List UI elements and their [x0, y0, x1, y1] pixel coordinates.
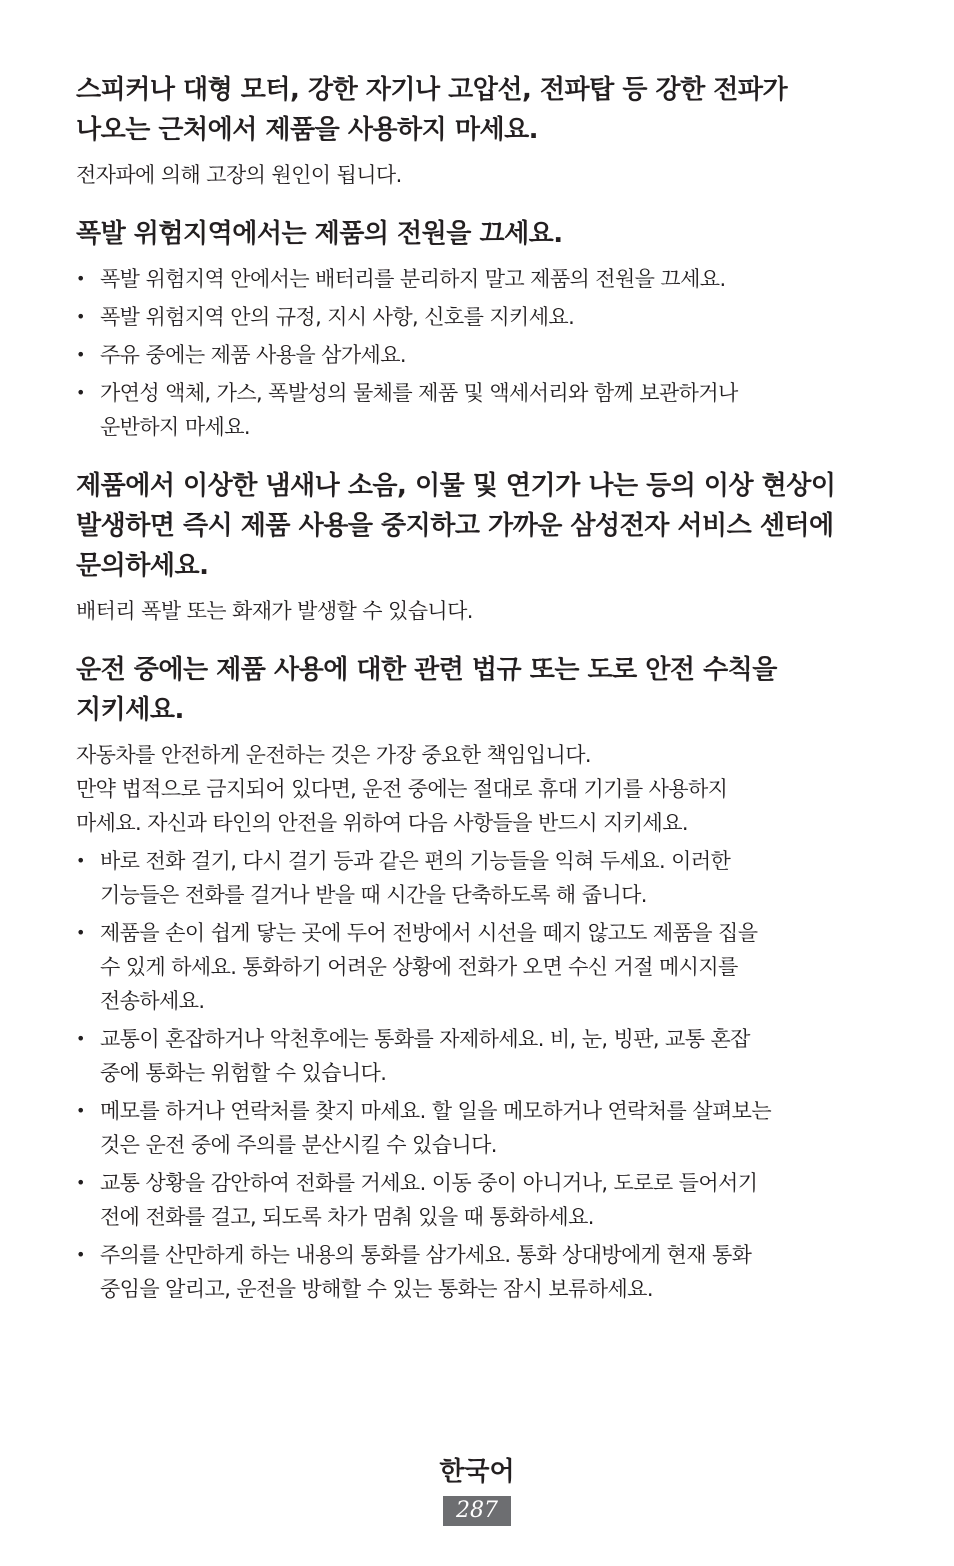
bullet-list [76, 262, 866, 444]
heading-line: 문의하세요. [76, 551, 209, 581]
footer-language: 한국어 [439, 1457, 515, 1487]
list-item: • 주유 중에는 제품 사용을 삼가세요. [76, 338, 866, 372]
page-footer [0, 1452, 954, 1526]
list-item: • 폭발 위험지역 안에서는 배터리를 분리하지 말고 제품의 전원을 끄세요. [76, 262, 866, 296]
heading-line: 지키세요. [76, 695, 184, 725]
list-item: • 제품을 손이 쉽게 닿는 곳에 두어 전방에서 시선을 떼지 않고도 제품을 집을 수 있게 하세요. 통화하기 어려운 상황에 전화가 오면 수신 거절 메시지를 전송하세요. [76, 916, 866, 1018]
bullet-dot-icon: • [76, 383, 85, 402]
list-item: • 폭발 위험지역 안의 규정, 지시 사항, 신호를 지키세요. [76, 300, 866, 334]
bullet-dot-icon: • [76, 345, 85, 364]
section-paragraph: 전자파에 의해 고장의 원인이 됩니다. [76, 163, 402, 187]
bullet-dot-icon: • [76, 923, 85, 942]
list-item: • 교통 상황을 감안하여 전화를 거세요. 이동 중이 아니거나, 도로로 들어서기 전에 전화를 걸고, 되도록 차가 멈춰 있을 때 통화하세요. [76, 1166, 866, 1234]
section-paragraph: 배터리 폭발 또는 화재가 발생할 수 있습니다. [76, 599, 473, 623]
section-heading [76, 466, 866, 586]
bullet-dot-icon: • [76, 307, 85, 326]
bullet-dot-icon: • [76, 1101, 85, 1120]
section-heading [76, 70, 866, 150]
bullet-dot-icon: • [76, 851, 85, 870]
section-paragraph: 자동차를 안전하게 운전하는 것은 가장 중요한 책임입니다. 만약 법적으로 금지되어 있다면, 운전 중에는 절대로 휴대 기기를 사용하지 마세요. 자신과 타인의 안전을 위하여 다음 사항들을 반드시 지키세요. [76, 743, 728, 835]
bullet-list [76, 844, 866, 1306]
bullet-dot-icon: • [76, 1173, 85, 1192]
page-content [76, 70, 866, 1306]
heading-line: 폭발 위험지역에서는 제품의 전원을 끄세요. [76, 219, 563, 249]
bullet-dot-icon: • [76, 1029, 85, 1048]
heading-line: 운전 중에는 제품 사용에 대한 관련 법규 또는 도로 안전 수칙을 [76, 655, 777, 685]
heading-line: 스피커나 대형 모터, 강한 자기나 고압선, 전파탑 등 강한 전파가 [76, 75, 788, 105]
list-item: • 메모를 하거나 연락처를 찾지 마세요. 할 일을 메모하거나 연락처를 살펴보는 것은 운전 중에 주의를 분산시킬 수 있습니다. [76, 1094, 866, 1162]
page-number: 287 [443, 1496, 511, 1526]
heading-line: 제품에서 이상한 냄새나 소음, 이물 및 연기가 나는 등의 이상 현상이 [76, 471, 836, 501]
bullet-dot-icon: • [76, 1245, 85, 1264]
list-item: • 주의를 산만하게 하는 내용의 통화를 삼가세요. 통화 상대방에게 현재 통화 중임을 알리고, 운전을 방해할 수 있는 통화는 잠시 보류하세요. [76, 1238, 866, 1306]
bullet-dot-icon: • [76, 269, 85, 288]
section-heading [76, 214, 866, 254]
heading-line: 발생하면 즉시 제품 사용을 중지하고 가까운 삼성전자 서비스 센터에 [76, 511, 834, 541]
heading-line: 나오는 근처에서 제품을 사용하지 마세요. [76, 115, 539, 145]
list-item: • 교통이 혼잡하거나 악천후에는 통화를 자제하세요. 비, 눈, 빙판, 교통 혼잡 중에 통화는 위험할 수 있습니다. [76, 1022, 866, 1090]
list-item: • 가연성 액체, 가스, 폭발성의 물체를 제품 및 액세서리와 함께 보관하거나 운반하지 마세요. [76, 376, 866, 444]
section-heading [76, 650, 866, 730]
list-item: • 바로 전화 걸기, 다시 걸기 등과 같은 편의 기능들을 익혀 두세요. 이러한 기능들은 전화를 걸거나 받을 때 시간을 단축하도록 해 줍니다. [76, 844, 866, 912]
